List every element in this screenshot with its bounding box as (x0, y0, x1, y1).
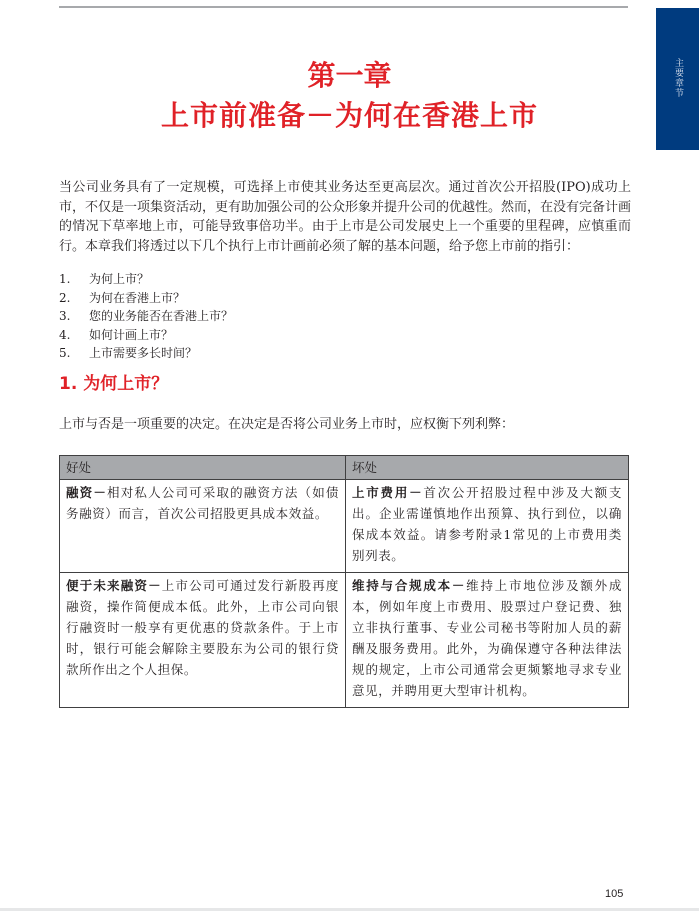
table-cell (60, 480, 346, 573)
header-pros: 好处 (60, 456, 346, 480)
cell-term: 维持与合规成本－ (352, 578, 465, 593)
list-text: 上市需要多长时间？ (89, 346, 198, 360)
header-cons: 坏处 (346, 456, 629, 480)
list-item (59, 307, 459, 326)
intro-paragraph: 当公司业务具有了一定规模，可选择上市使其业务达至更高层次。通过首次公开招股(IPO)成功上市，不仅是一项集资活动，更有助加强公司的公众形象并提升公司的优越性。然而，在没有完备计画的情况下草率地上市，可能导致事倍功半。由于上市是公司发展史上一个重要的里程碑，应慎重而行。本章我们将透过以下几个执行上市计画前必须了解的基本问题，给予您上市前的指引： (59, 180, 632, 254)
section-lead: 上市与否是一项重要的决定。在决定是否将公司业务上市时，应权衡下列利弊： (59, 417, 515, 432)
list-item (59, 326, 459, 345)
side-tab-label: 主要章节 (673, 58, 683, 98)
list-text: 您的业务能否在香港上市？ (89, 309, 234, 323)
cell-text: 上市公司可通过发行新股再度融资，操作简便成本低。此外，上市公司向银行融资时一般享有更优惠的贷款条件。于上市时，银行可能会解除主要股东为公司的银行贷款所作出之个人担保。 (66, 578, 339, 677)
table-cell (346, 480, 629, 573)
pros-cons-table (59, 455, 629, 708)
table-cell (346, 573, 629, 708)
top-rule (59, 6, 628, 8)
table-cell (60, 573, 346, 708)
list-item (59, 344, 459, 363)
cell-term: 融资－ (66, 485, 107, 500)
list-text: 为何上市？ (89, 272, 150, 286)
page-number: 105 (605, 888, 624, 900)
list-number: 4. (59, 327, 71, 342)
question-list (59, 270, 459, 363)
section-heading: 1. 为何上市？ (59, 374, 169, 394)
cell-text: 维持上市地位涉及额外成本，例如年度上市费用、股票过户登记费、独立非执行董事、专业公司秘书等附加人员的薪酬及服务费用。此外，为确保遵守各种法律法规的规定，上市公司通常会更频繁地寻求专业意见，并聘用更大型审计机构。 (352, 578, 622, 698)
cell-term: 上市费用－ (352, 485, 423, 500)
list-number: 3. (59, 309, 71, 323)
table-header-row (60, 456, 629, 480)
chapter-number: 第一章 (307, 59, 392, 92)
cell-text: 首次公开招股过程中涉及大额支出。企业需谨慎地作出预算、执行到位，以确保成本效益。请参考附录1常见的上市费用类别列表。 (352, 485, 622, 563)
cell-text: 相对私人公司可采取的融资方法（如债务融资）而言，首次公司招股更具成本效益。 (66, 485, 339, 521)
list-number: 5. (59, 346, 71, 360)
list-item (59, 270, 459, 289)
list-number: 2. (59, 290, 71, 305)
cell-term: 便于未来融资－ (66, 578, 162, 593)
table-row (60, 480, 629, 573)
list-item (59, 289, 459, 308)
list-number: 1. (59, 272, 71, 286)
table-row (60, 573, 629, 708)
list-text: 如何计画上市？ (89, 327, 174, 342)
list-text: 为何在香港上市？ (89, 290, 186, 305)
chapter-title: 上市前准备－为何在香港上市 (160, 99, 538, 132)
